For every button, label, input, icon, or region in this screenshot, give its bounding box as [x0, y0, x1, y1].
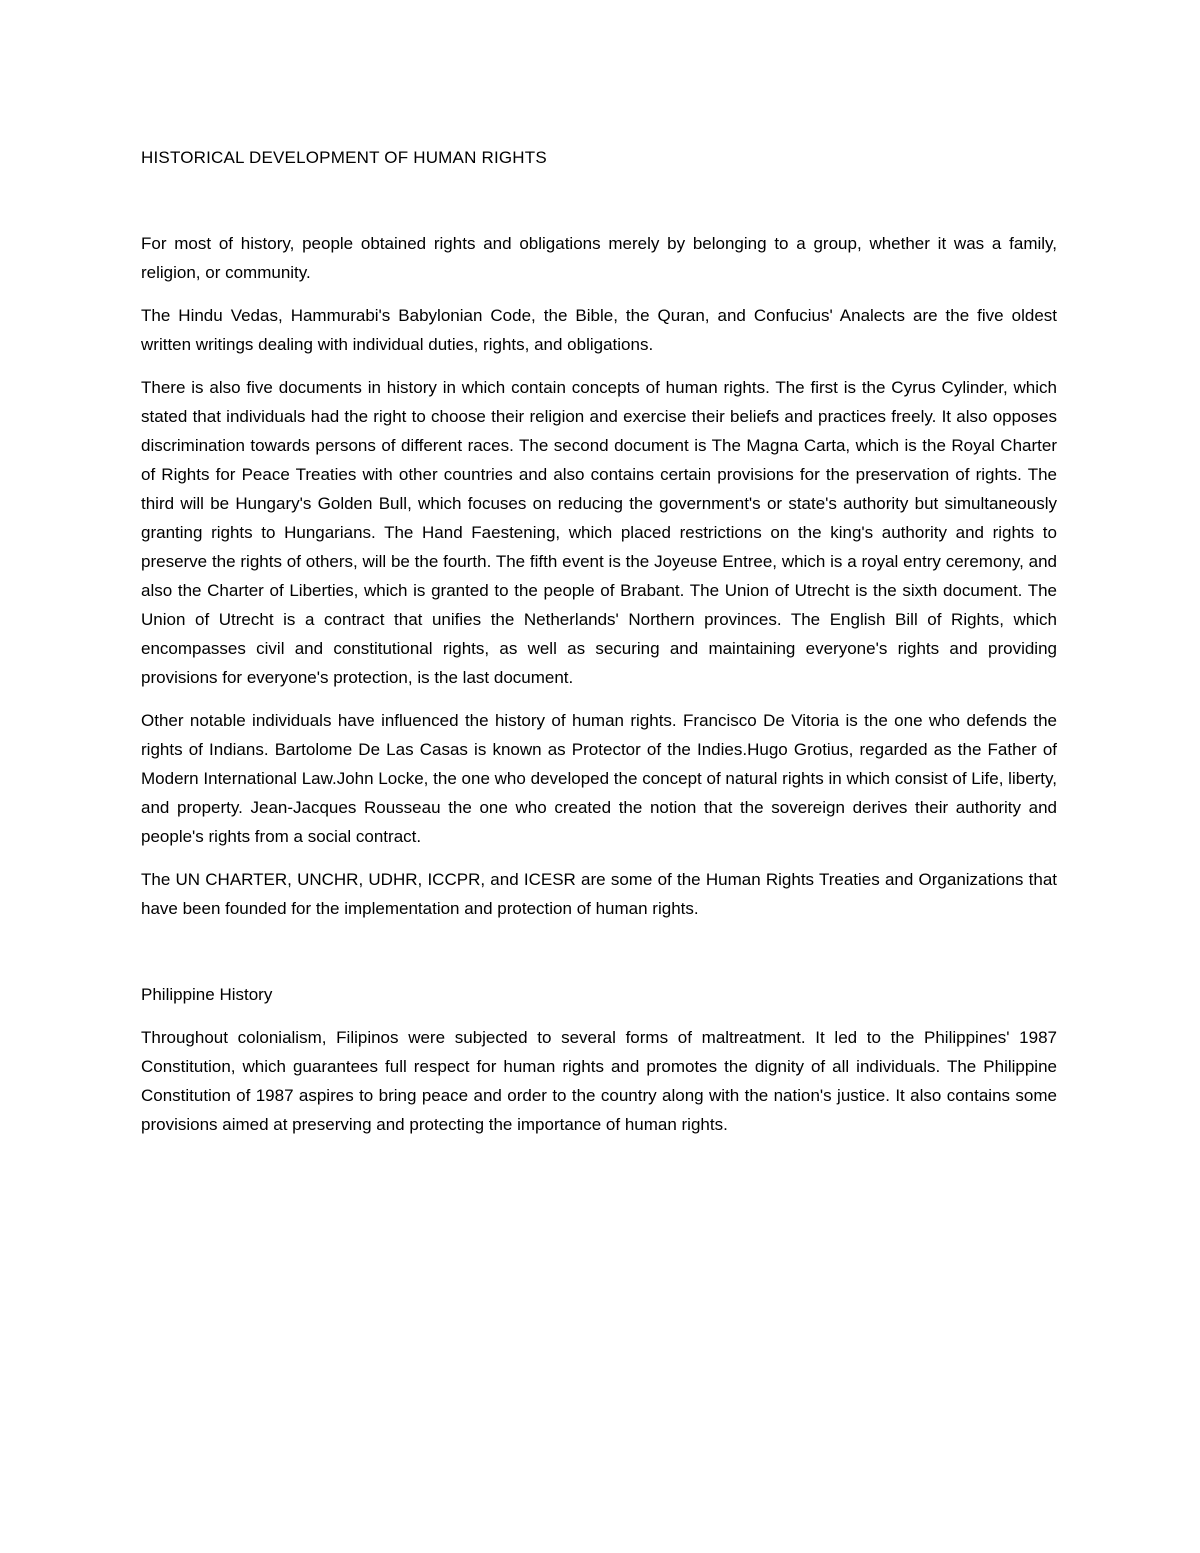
- paragraph-five-documents: There is also five documents in history in which contain concepts of human rights. The first is the Cyrus Cylinder, which stated that individuals had the right to choose their religion and exercise their beliefs and practices freely. It also opposes discrimination towards persons of different races. The second document is The Magna Carta, which is the Royal Charter of Rights for Peace Treaties with other countries and also contains certain provisions for the preservation of rights. The third will be Hungary's Golden Bull, which focuses on reducing the government's or state's authority but simultaneously granting rights to Hungarians. The Hand Faestening, which placed restrictions on the king's authority and rights to preserve the rights of others, will be the fourth. The fifth event is the Joyeuse Entree, which is a royal entry ceremony, and also the Charter of Liberties, which is granted to the people of Brabant. The Union of Utrecht is the sixth document. The Union of Utrecht is a contract that unifies the Netherlands' Northern provinces. The English Bill of Rights, which encompasses civil and constitutional rights, as well as securing and maintaining everyone's rights and providing provisions for everyone's protection, is the last document.: [141, 378, 1057, 687]
- paragraph-notable-individuals: Other notable individuals have influenced the history of human rights. Francisco De Vitoria is the one who defends the rights of Indians. Bartolome De Las Casas is known as Protector of the Indies.Hugo Grotius, regarded as the Father of Modern International Law.John Locke, the one who developed the concept of natural rights in which consist of Life, liberty, and property. Jean-Jacques Rousseau the one who created the notion that the sovereign derives their authority and people's rights from a social contract.: [141, 711, 1057, 846]
- paragraph-treaties: The UN CHARTER, UNCHR, UDHR, ICCPR, and ICESR are some of the Human Rights Treaties and Organizations that have been founded for the implementation and protection of human rights.: [141, 870, 1057, 918]
- section-heading-philippine-history: Philippine History: [141, 985, 273, 1004]
- paragraph-philippine-constitution: Throughout colonialism, Filipinos were subjected to several forms of maltreatment. It led to the Philippines' 1987 Constitution, which guarantees full respect for human rights and promotes the dignity of all individuals. The Philippine Constitution of 1987 aspires to bring peace and order to the country along with the nation's justice. It also contains some provisions aimed at preserving and protecting the importance of human rights.: [141, 1028, 1057, 1134]
- paragraph-oldest-writings: The Hindu Vedas, Hammurabi's Babylonian Code, the Bible, the Quran, and Confucius' Analects are the five oldest written writings dealing with individual duties, rights, and obligations.: [141, 306, 1057, 354]
- document-title: HISTORICAL DEVELOPMENT OF HUMAN RIGHTS: [141, 148, 547, 167]
- document-page: [141, 143, 1057, 1139]
- paragraph-group-origins: For most of history, people obtained rights and obligations merely by belonging to a group, whether it was a family, religion, or community.: [141, 234, 1057, 282]
